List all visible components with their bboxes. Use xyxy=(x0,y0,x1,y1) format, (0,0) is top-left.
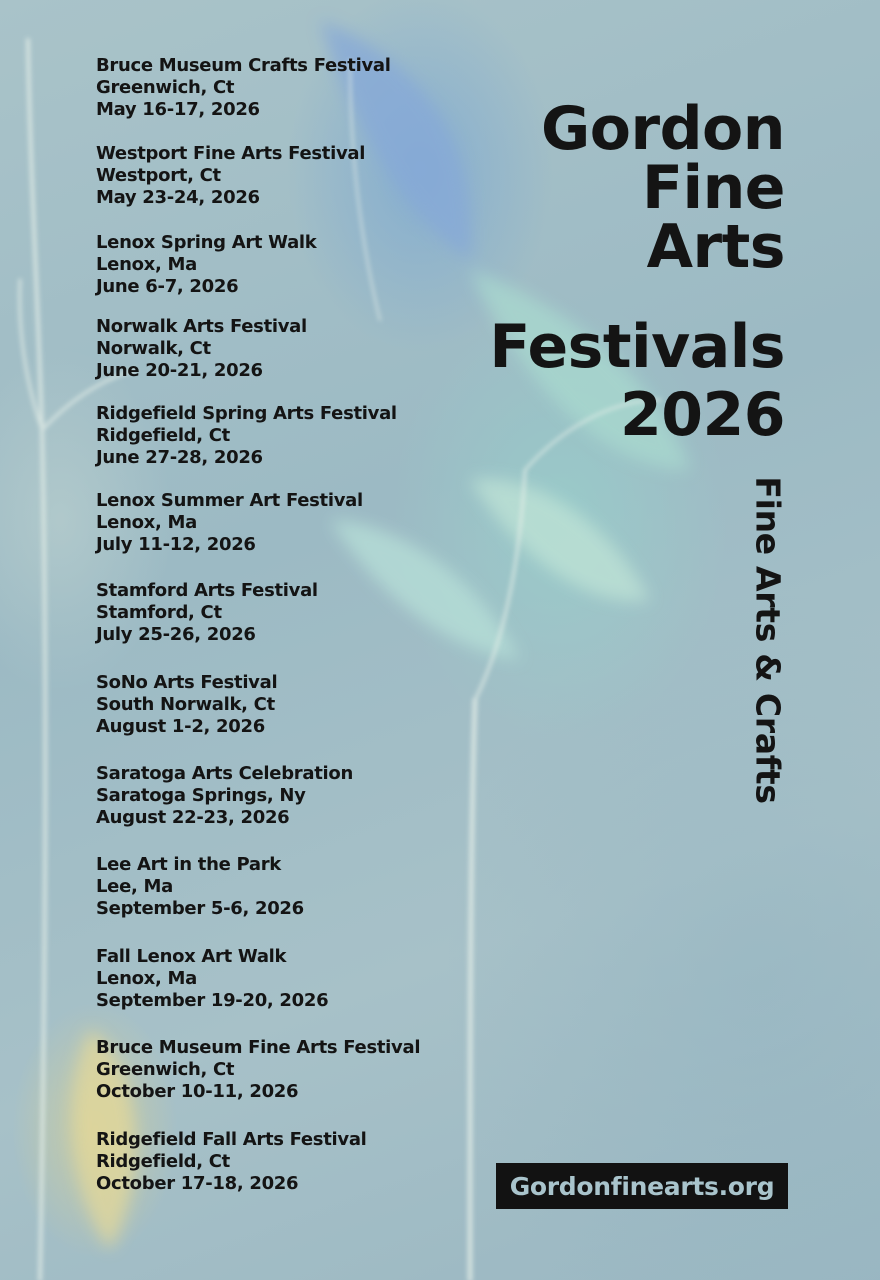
festival-dates: June 27-28, 2026 xyxy=(96,447,263,468)
festival-location: Lenox, Ma xyxy=(96,968,197,989)
festival-location: Stamford, Ct xyxy=(96,602,222,623)
festival-dates: July 25-26, 2026 xyxy=(96,624,256,645)
festival-dates: September 5-6, 2026 xyxy=(96,898,304,919)
festival-location: Lenox, Ma xyxy=(96,512,197,533)
festival-name: Stamford Arts Festival xyxy=(96,580,318,601)
festivals-line-2: 2026 xyxy=(620,380,785,450)
title-block xyxy=(489,94,785,450)
festival-dates: July 11-12, 2026 xyxy=(96,534,256,555)
festival-name: Norwalk Arts Festival xyxy=(96,316,307,337)
festival-dates: October 17-18, 2026 xyxy=(96,1173,299,1194)
festival-entry xyxy=(96,946,456,1012)
festival-entry xyxy=(96,403,456,469)
festival-location: Greenwich, Ct xyxy=(96,77,235,98)
festival-entry xyxy=(96,55,456,121)
brand-line-1: Gordon xyxy=(541,94,785,164)
festival-location: Greenwich, Ct xyxy=(96,1059,235,1080)
festival-name: Ridgefield Fall Arts Festival xyxy=(96,1129,367,1150)
festival-name: Lee Art in the Park xyxy=(96,854,281,875)
festival-entry xyxy=(96,763,456,829)
festival-dates: May 23-24, 2026 xyxy=(96,187,260,208)
vertical-subtitle: Fine Arts & Crafts xyxy=(748,476,788,804)
festival-location: South Norwalk, Ct xyxy=(96,694,275,715)
brand-line-2: Fine xyxy=(642,153,785,223)
festival-entry xyxy=(96,316,456,382)
festival-dates: August 1-2, 2026 xyxy=(96,716,265,737)
festival-name: Saratoga Arts Celebration xyxy=(96,763,353,784)
festival-dates: August 22-23, 2026 xyxy=(96,807,290,828)
festival-location: Lee, Ma xyxy=(96,876,173,897)
festival-dates: September 19-20, 2026 xyxy=(96,990,329,1011)
festival-name: Westport Fine Arts Festival xyxy=(96,143,366,164)
festivals-line-1: Festivals xyxy=(489,312,785,382)
festival-dates: June 6-7, 2026 xyxy=(96,276,239,297)
festival-location: Ridgefield, Ct xyxy=(96,1151,230,1172)
festival-location: Westport, Ct xyxy=(96,165,221,186)
festival-entry xyxy=(96,143,456,209)
festival-entry xyxy=(96,854,456,920)
festival-name: Ridgefield Spring Arts Festival xyxy=(96,403,397,424)
festival-entry xyxy=(96,232,456,298)
festival-location: Lenox, Ma xyxy=(96,254,197,275)
brand-name xyxy=(489,94,785,282)
festival-entry xyxy=(96,490,456,556)
festival-name: Fall Lenox Art Walk xyxy=(96,946,287,967)
festival-dates: October 10-11, 2026 xyxy=(96,1081,299,1102)
festival-location: Ridgefield, Ct xyxy=(96,425,230,446)
festival-name: Lenox Summer Art Festival xyxy=(96,490,363,511)
festival-name: Lenox Spring Art Walk xyxy=(96,232,317,253)
brand-line-3: Arts xyxy=(646,212,785,282)
festival-entry xyxy=(96,1037,456,1103)
festivals-heading xyxy=(489,313,785,449)
festival-name: SoNo Arts Festival xyxy=(96,672,278,693)
festival-entry xyxy=(96,1129,456,1195)
festival-location: Saratoga Springs, Ny xyxy=(96,785,306,806)
festival-location: Norwalk, Ct xyxy=(96,338,211,359)
festival-dates: May 16-17, 2026 xyxy=(96,99,260,120)
festival-entry xyxy=(96,580,456,646)
festival-entry xyxy=(96,672,456,738)
website-link[interactable]: Gordonfinearts.org xyxy=(496,1163,788,1209)
festival-dates: June 20-21, 2026 xyxy=(96,360,263,381)
festival-name: Bruce Museum Crafts Festival xyxy=(96,55,391,76)
festival-name: Bruce Museum Fine Arts Festival xyxy=(96,1037,421,1058)
